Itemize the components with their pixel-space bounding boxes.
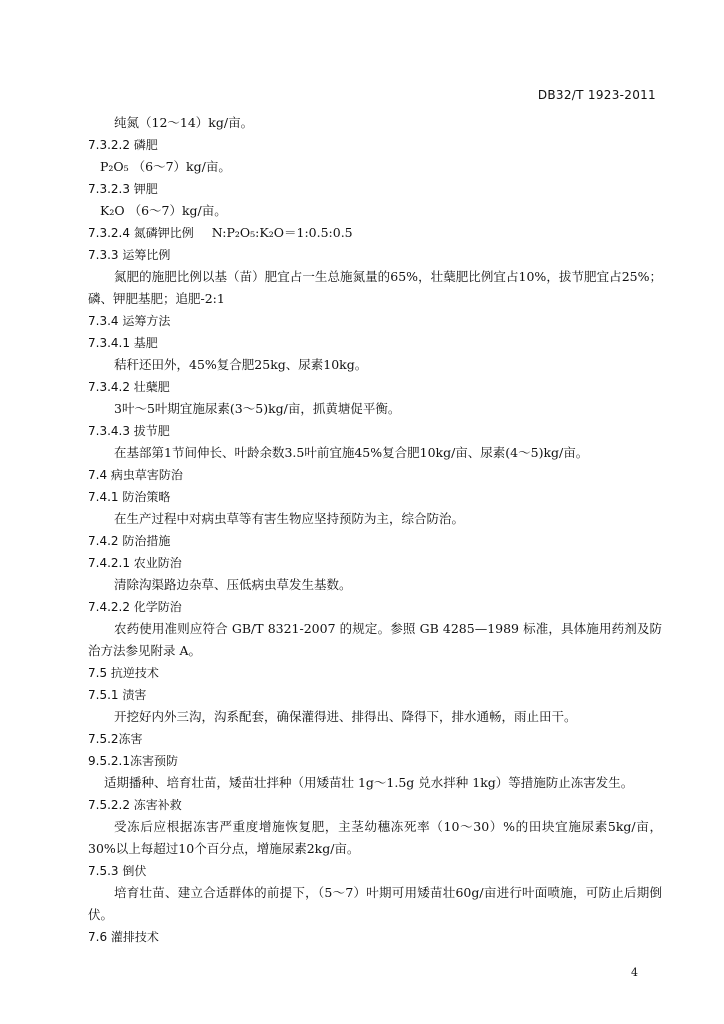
section-heading: 7.4.2.2 化学防治 xyxy=(88,600,182,614)
page-number: 4 xyxy=(631,966,638,979)
section-heading: 7.5.3 倒伏 xyxy=(88,864,147,878)
section-heading: 7.4 病虫草害防治 xyxy=(88,468,183,482)
body-paragraph: 培育壮苗、建立合适群体的前提下，（5～7）叶期可用矮苗壮60g/亩进行叶面喷施，可防止后期倒伏。 xyxy=(88,885,662,922)
section-heading: 7.3.4 运筹方法 xyxy=(88,314,171,328)
section-heading: 7.5.2.2 冻害补救 xyxy=(88,798,182,812)
section-heading: 7.3.2.3 钾肥 xyxy=(88,182,158,196)
ratio-value: N:P₂O₅:K₂O＝1:0.5:0.5 xyxy=(211,225,353,240)
body-text: 3叶～5叶期宜施尿素(3～5)kg/亩，抓黄塘促平衡。 xyxy=(114,401,401,416)
body-text: P₂O₅ （6～7）kg/亩。 xyxy=(100,159,231,174)
section-heading: 7.4.2 防治措施 xyxy=(88,534,171,548)
body-paragraph: 氮肥的施肥比例以基（苗）肥宜占一生总施氮量的65%，壮蘖肥比例宜占10%，拔节肥宜占25%；磷、钾肥基肥；追肥-2:1 xyxy=(88,269,662,306)
body-text: 适期播种、培育壮苗，矮苗壮拌种（用矮苗壮 1g～1.5g 兑水拌种 1kg）等措施防止冻害发生。 xyxy=(104,775,634,790)
section-heading: 7.3.3 运筹比例 xyxy=(88,248,171,262)
body-text: 秸秆还田外，45%复合肥25kg、尿素10kg。 xyxy=(114,357,368,372)
section-heading: 7.4.2.1 农业防治 xyxy=(88,556,182,570)
section-heading: 7.4.1 防治策略 xyxy=(88,490,171,504)
section-heading: 7.3.2.2 磷肥 xyxy=(88,138,158,152)
body-text: 在基部第1节间伸长、叶龄余数3.5叶前宜施45%复合肥10kg/亩、尿素(4～5)kg/亩。 xyxy=(114,445,589,460)
standard-code: DB32/T 1923-2011 xyxy=(537,88,656,102)
body-text: 开挖好内外三沟，沟系配套，确保灌得进、排得出、降得下，排水通畅，雨止田干。 xyxy=(114,709,577,724)
section-heading: 7.5 抗逆技术 xyxy=(88,666,159,680)
section-heading: 7.3.4.1 基肥 xyxy=(88,336,158,350)
section-heading: 7.5.2冻害 xyxy=(88,732,143,746)
ratio-line xyxy=(88,222,662,244)
body-paragraph: 农药使用准则应符合 GB/T 8321-2007 的规定。参照 GB 4285—1989 标准，具体施用药剂及防治方法参见附录 A。 xyxy=(88,621,662,658)
section-heading: 7.3.2.4 氮磷钾比例 xyxy=(88,226,194,240)
section-heading: 9.5.2.1冻害预防 xyxy=(88,754,178,768)
body-text: K₂O （6～7）kg/亩。 xyxy=(100,203,227,218)
section-heading: 7.6 灌排技术 xyxy=(88,930,159,944)
document-body xyxy=(88,112,662,948)
section-heading: 7.3.4.3 拔节肥 xyxy=(88,424,170,438)
section-heading: 7.3.4.2 壮蘖肥 xyxy=(88,380,170,394)
section-heading: 7.5.1 渍害 xyxy=(88,688,147,702)
body-text: 清除沟渠路边杂草、压低病虫草发生基数。 xyxy=(114,577,352,592)
body-text: 在生产过程中对病虫草等有害生物应坚持预防为主，综合防治。 xyxy=(114,511,465,526)
body-paragraph: 受冻后应根据冻害严重度增施恢复肥，主茎幼穗冻死率（10～30）%的田块宜施尿素5kg/亩，30%以上每超过10个百分点，增施尿素2kg/亩。 xyxy=(88,819,662,856)
body-text: 纯氮（12～14）kg/亩。 xyxy=(114,115,254,130)
